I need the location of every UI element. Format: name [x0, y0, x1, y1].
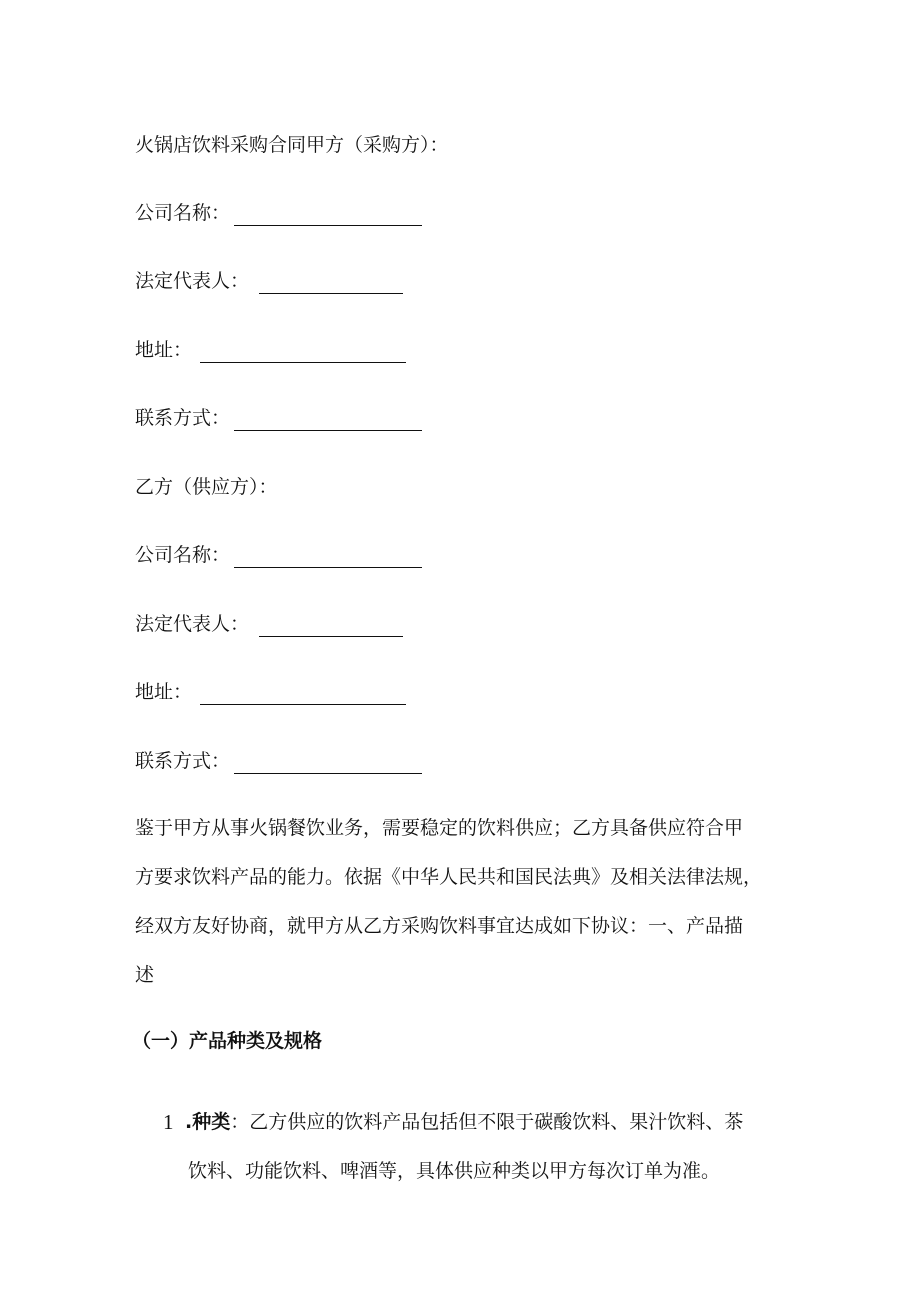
- party-a-contact-blank[interactable]: [234, 410, 422, 431]
- party-b-rep-row: [135, 611, 403, 637]
- party-a-company-row: [135, 200, 422, 226]
- party-b-company-blank[interactable]: [234, 547, 422, 568]
- party-a-rep-blank[interactable]: [259, 273, 403, 294]
- party-a-contact-row: [135, 405, 422, 431]
- party-b-title: 乙方（供应方）：: [135, 476, 278, 498]
- party-a-address-blank[interactable]: [200, 342, 406, 363]
- party-b-rep-label: 法定代表人：: [135, 613, 250, 635]
- party-b-rep-blank[interactable]: [259, 616, 403, 637]
- item-first-line: [185, 1098, 743, 1147]
- item-number: 1: [163, 1110, 174, 1134]
- preamble-paragraph: [135, 804, 795, 1000]
- party-a-address-row: [135, 337, 406, 363]
- party-b-company-label: 公司名称：: [135, 544, 231, 566]
- party-b-contact-label: 联系方式：: [135, 750, 231, 772]
- preamble-line: 鉴于甲方从事火锅餐饮业务，需要稳定的饮料供应；乙方具备供应符合甲: [135, 817, 744, 839]
- party-b-address-blank[interactable]: [200, 684, 406, 705]
- party-a-address-label: 地址：: [135, 339, 193, 361]
- party-b-address-row: [135, 679, 406, 705]
- section-heading: （一）产品种类及规格: [132, 1030, 323, 1052]
- party-b-contact-row: [135, 748, 422, 774]
- preamble-line: 方要求饮料产品的能力。依据《中华人民共和国民法典》及相关法律法规，: [135, 866, 763, 888]
- preamble-line: 述: [135, 964, 155, 986]
- item-text-first: ：乙方供应的饮料产品包括但不限于碳酸饮料、果汁饮料、茶: [230, 1111, 744, 1133]
- contract-title: 火锅店饮料采购合同甲方（采购方）：: [135, 134, 449, 156]
- party-b-contact-blank[interactable]: [234, 753, 422, 774]
- party-a-rep-label: 法定代表人：: [135, 270, 250, 292]
- party-a-rep-row: [135, 268, 403, 294]
- party-a-company-label: 公司名称：: [135, 202, 231, 224]
- party-b-company-row: [135, 542, 422, 568]
- party-b-address-label: 地址：: [135, 681, 193, 703]
- party-a-company-blank[interactable]: [234, 205, 422, 226]
- item-text-second: 饮料、功能饮料、啤酒等，具体供应种类以甲方每次订单为准。: [188, 1160, 721, 1182]
- party-a-contact-label: 联系方式：: [135, 407, 231, 429]
- item-label: .种类: [185, 1111, 231, 1133]
- preamble-line: 经双方友好协商，就甲方从乙方采购饮料事宜达成如下协议：一、产品描: [135, 915, 744, 937]
